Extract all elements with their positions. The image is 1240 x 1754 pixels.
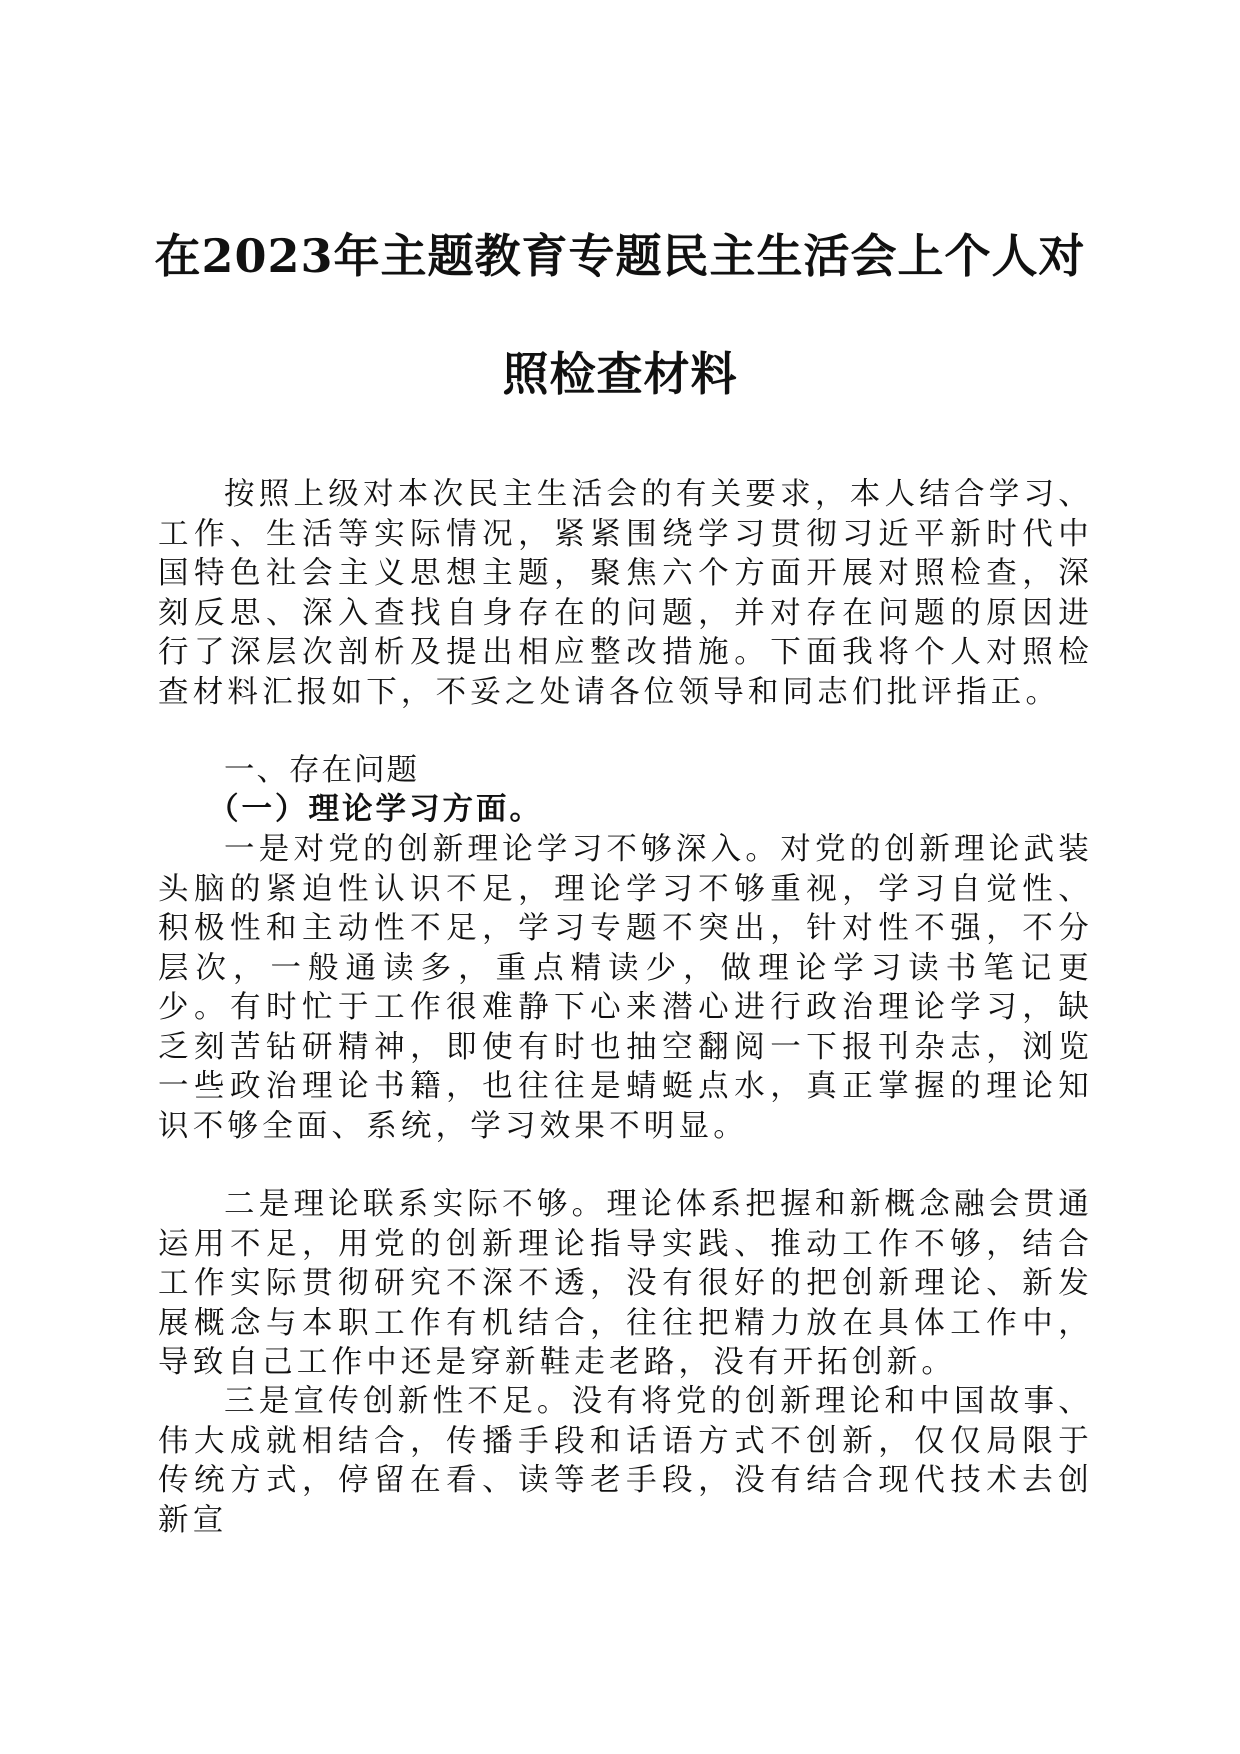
document-title-line-1: 在2023年主题教育专题民主生活会上个人对 [154, 229, 1086, 283]
section-heading-problems: 一、存在问题 [224, 753, 419, 788]
paragraph-publicity-innovation: 三是宣传创新性不足。没有将党的创新理论和中国故事、伟大成就相结合，传播手段和话语方式不创新，仅仅局限于传统方式，停留在看、读等老手段，没有结合现代技术去创新宣 [158, 1384, 1093, 1538]
paragraph-theory-practice: 二是理论联系实际不够。理论体系把握和新概念融会贯通运用不足，用党的创新理论指导实践、推动工作不够，结合工作实际贯彻研究不深不透，没有很好的把创新理论、新发展概念与本职工作有机结合，往往把精力放在具体工作中，导致自己工作中还是穿新鞋走老路，没有开拓创新。 [158, 1187, 1093, 1380]
paragraph-theory-study-depth: 一是对党的创新理论学习不够深入。对党的创新理论武装头脑的紧迫性认识不足，理论学习不够重视，学习自觉性、积极性和主动性不足，学习专题不突出，针对性不强，不分层次，一般通读多，重点精读少，做理论学习读书笔记更少。有时忙于工作很难静下心来潜心进行政治理论学习，缺乏刻苦钻研精神，即使有时也抽空翻阅一下报刊杂志，浏览一些政治理论书籍，也往往是蜻蜓点水，真正掌握的理论知识不够全面、系统，学习效果不明显。 [158, 832, 1093, 1144]
intro-paragraph: 按照上级对本次民主生活会的有关要求，本人结合学习、工作、生活等实际情况，紧紧围绕学习贯彻习近平新时代中国特色社会主义思想主题，聚焦六个方面开展对照检查，深刻反思、深入查找自身存在的问题，并对存在问题的原因进行了深层次剖析及提出相应整改措施。下面我将个人对照检查材料汇报如下，不妥之处请各位领导和同志们批评指正。 [158, 477, 1093, 710]
subsection-heading-theory-study: （一）理论学习方面。 [208, 791, 543, 827]
document-title-line-2: 照检查材料 [502, 347, 738, 401]
